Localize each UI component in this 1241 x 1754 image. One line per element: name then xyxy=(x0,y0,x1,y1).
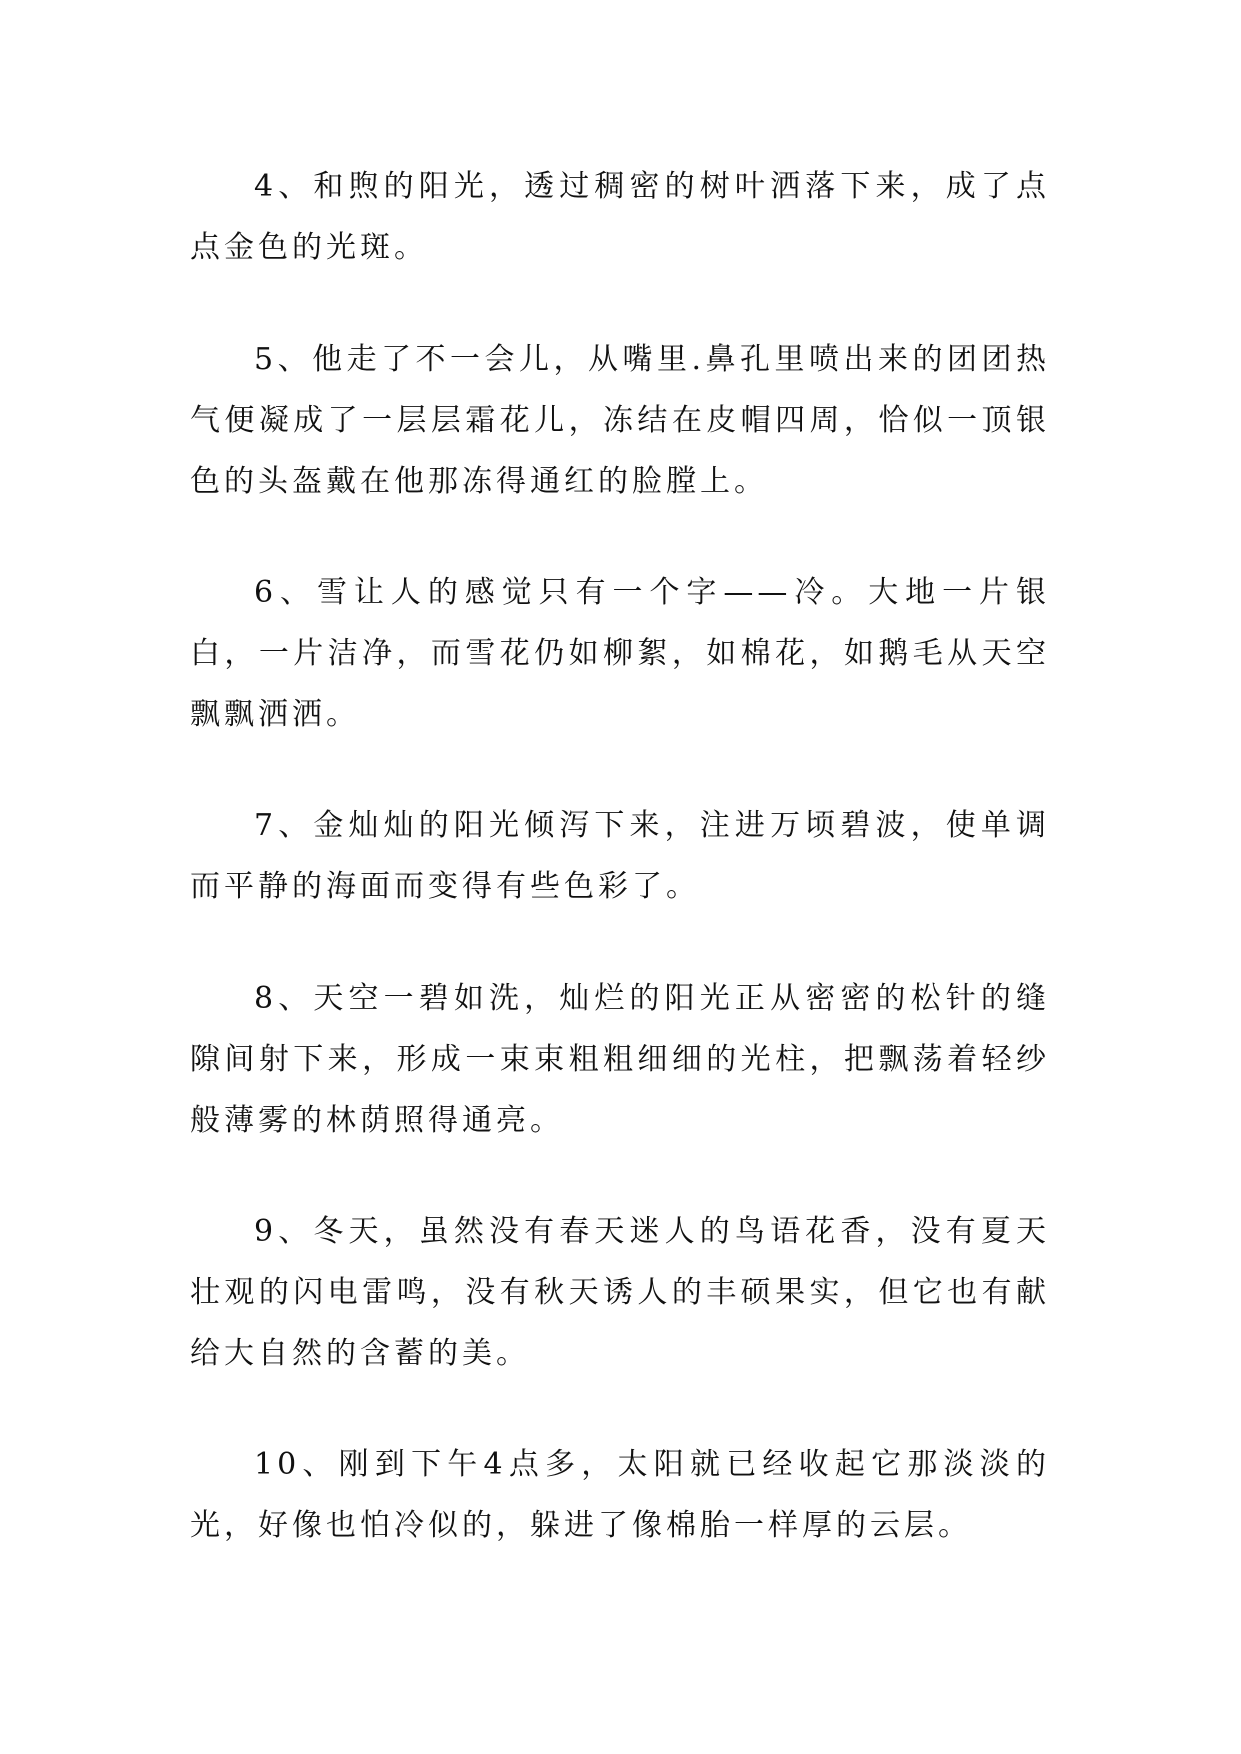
paragraph-5: 5、他走了不一会儿，从嘴里.鼻孔里喷出来的团团热气便凝成了一层层霜花儿，冻结在皮帽四周，恰似一顶银色的头盔戴在他那冻得通红的脸膛上。 xyxy=(190,342,1050,499)
paragraph-7: 7、金灿灿的阳光倾泻下来，注进万顷碧波，使单调而平静的海面而变得有些色彩了。 xyxy=(190,808,1050,904)
paragraph-6: 6、雪让人的感觉只有一个字——冷。大地一片银白，一片洁净，而雪花仍如柳絮，如棉花，如鹅毛从天空飘飘洒洒。 xyxy=(190,575,1050,732)
paragraph-9: 9、冬天，虽然没有春天迷人的鸟语花香，没有夏天壮观的闪电雷鸣，没有秋天诱人的丰硕果实，但它也有献给大自然的含蓄的美。 xyxy=(190,1214,1050,1371)
paragraph-4: 4、和煦的阳光，透过稠密的树叶洒落下来，成了点点金色的光斑。 xyxy=(190,169,1050,265)
paragraph-10: 10、刚到下午4点多，太阳就已经收起它那淡淡的光，好像也怕冷似的，躲进了像棉胎一样厚的云层。 xyxy=(190,1447,1050,1543)
paragraph-8: 8、天空一碧如洗，灿烂的阳光正从密密的松针的缝隙间射下来，形成一束束粗粗细细的光柱，把飘荡着轻纱般薄雾的林荫照得通亮。 xyxy=(190,981,1050,1138)
